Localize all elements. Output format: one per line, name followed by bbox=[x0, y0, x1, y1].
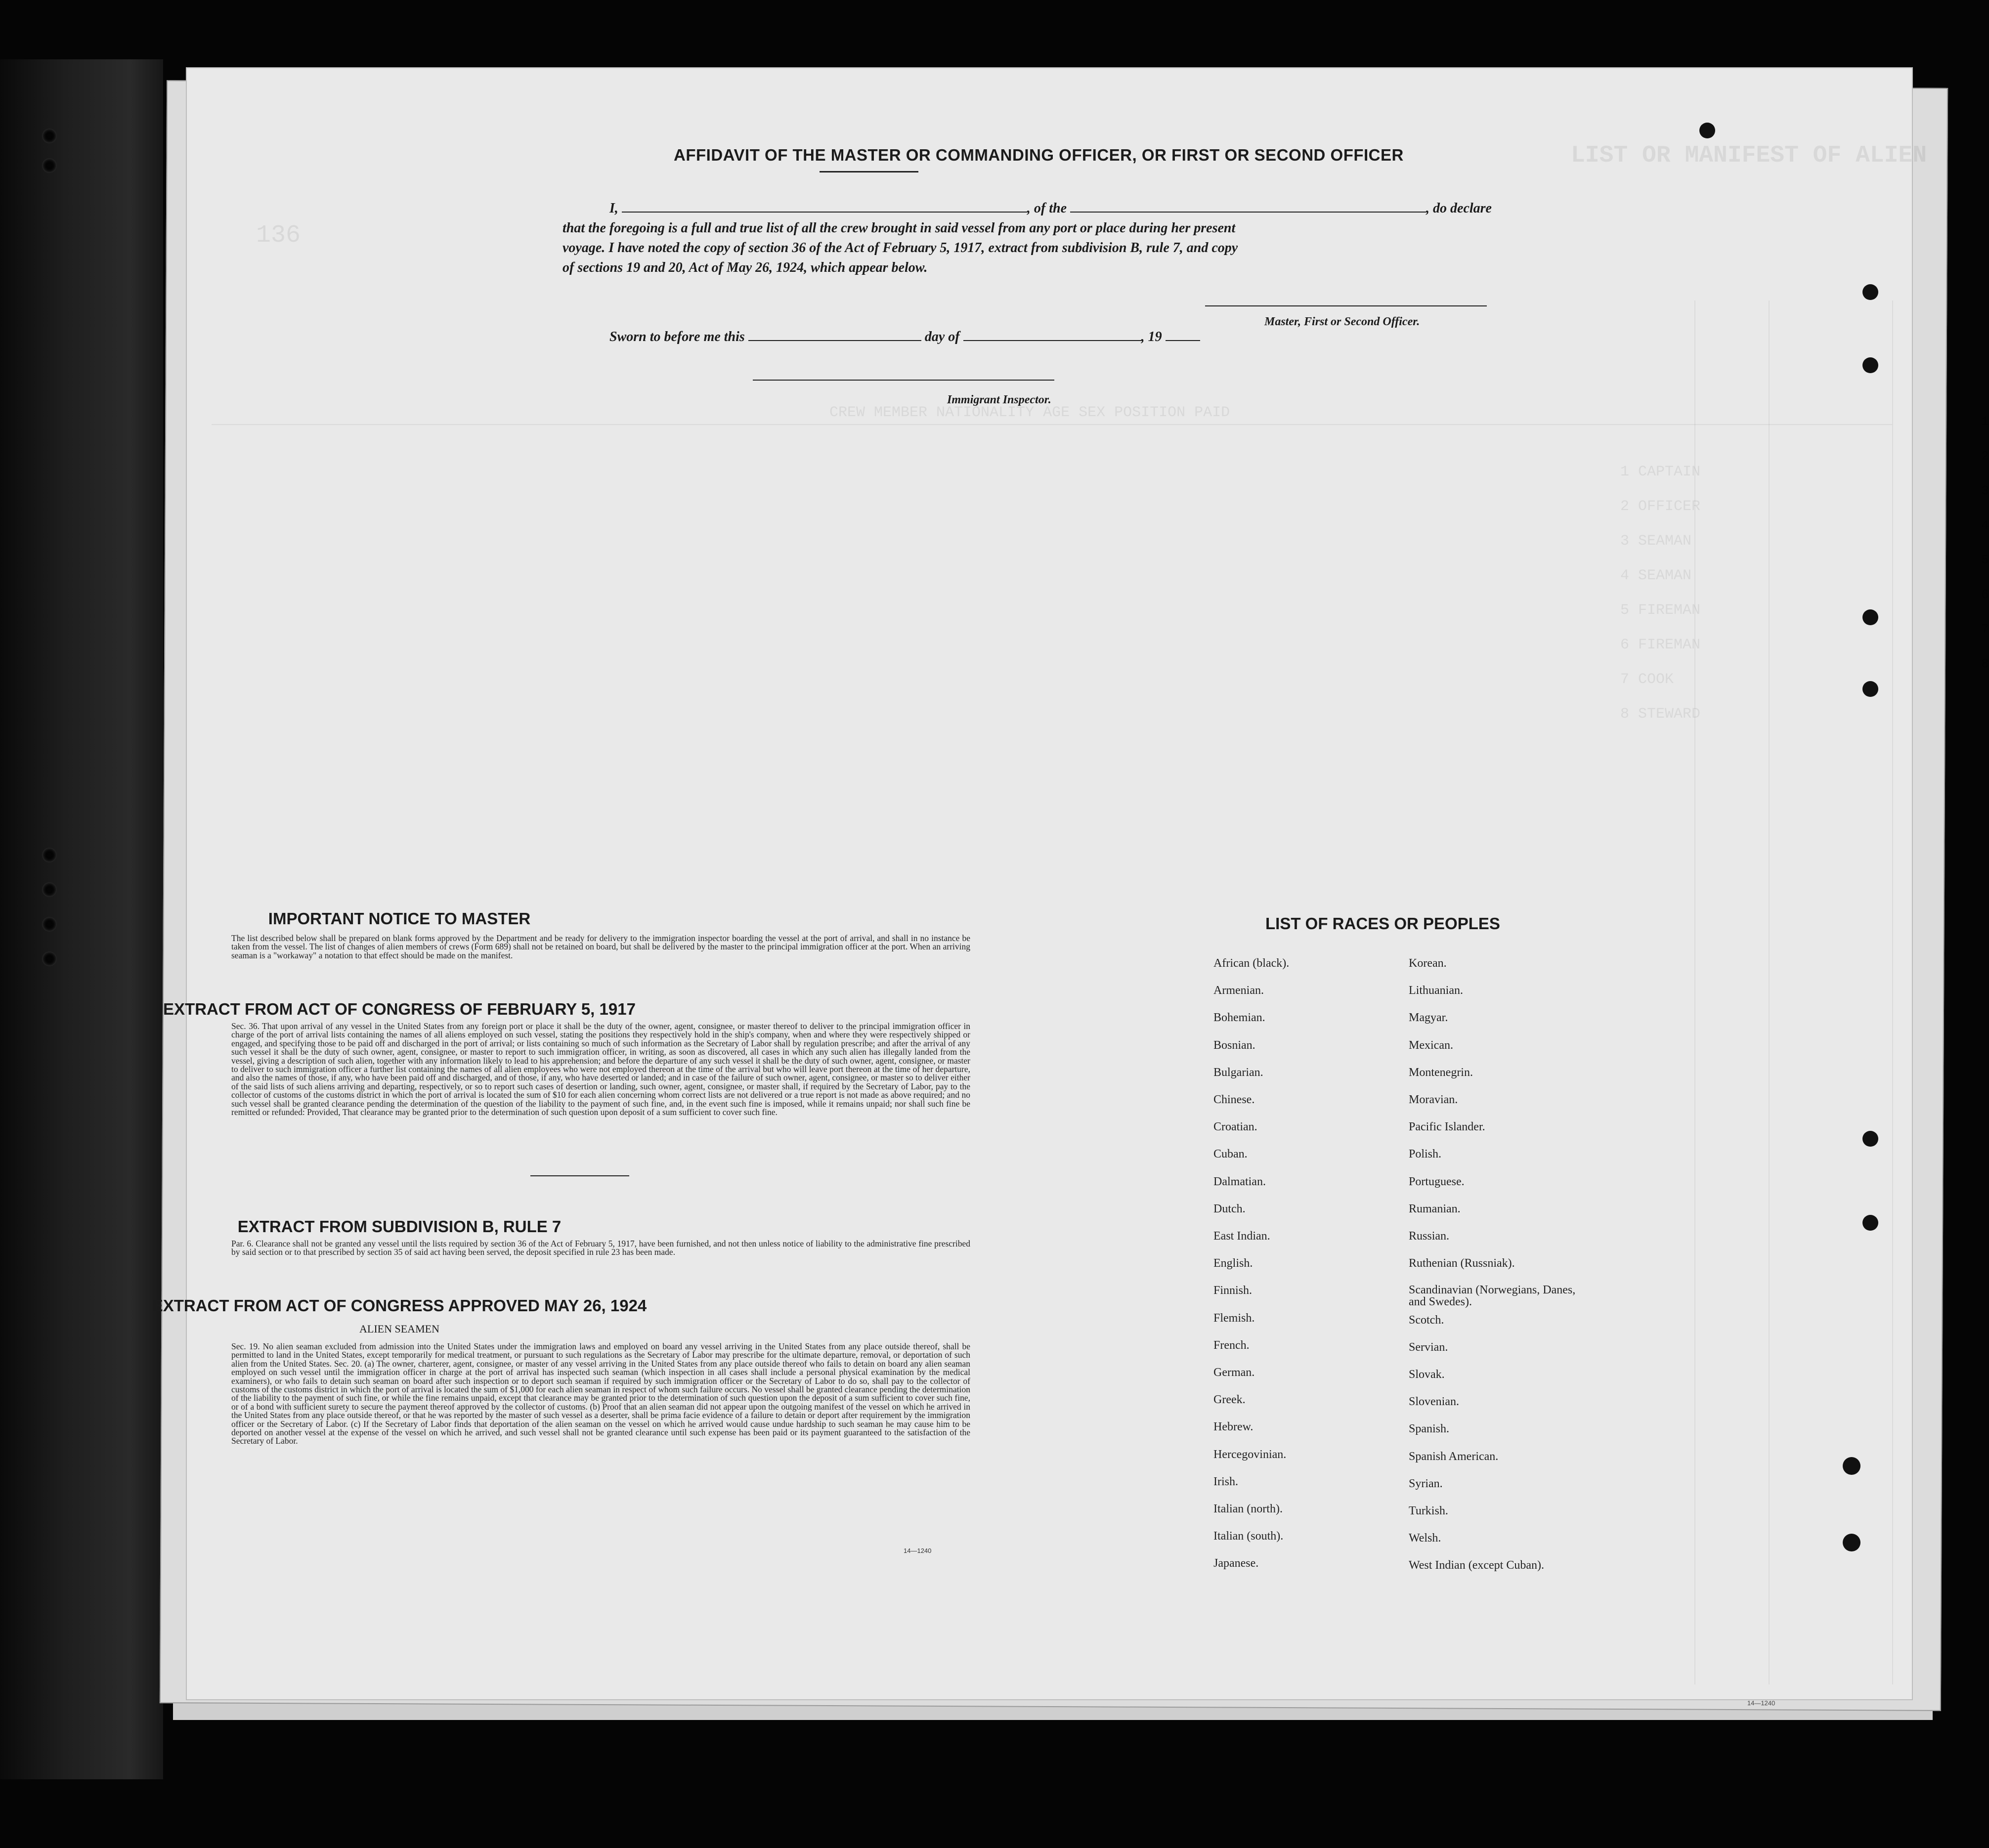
punch-hole bbox=[1862, 609, 1878, 625]
punch-hole bbox=[1699, 123, 1715, 138]
binder-hole bbox=[42, 951, 57, 966]
race-item: Russian. bbox=[1409, 1230, 1450, 1243]
race-item: Bulgarian. bbox=[1213, 1066, 1263, 1079]
sworn-line: Sworn to before me this day of , 19 bbox=[609, 329, 1200, 345]
punch-hole bbox=[1862, 1215, 1878, 1231]
binder-hole bbox=[42, 158, 57, 173]
name-blank[interactable] bbox=[622, 212, 1027, 213]
race-item: Japanese. bbox=[1213, 1557, 1259, 1570]
affidavit-line-4: of sections 19 and 20, Act of May 26, 1924, which appear below. bbox=[562, 260, 928, 275]
race-item: Korean. bbox=[1409, 957, 1447, 970]
race-item: African (black). bbox=[1213, 957, 1290, 970]
document-page: LIST OR MANIFEST OF ALIEN 136 CREW MEMBER NATIONALITY AGE SEX POSITION PAID 1 CAPTAIN 2 OFFICER 3 SEAMAN 4 SEAMAN 5 FIREMAN 6 FIREMAN 7 COOK 8 STEWARD 1 2 3 4 5 6 7 8 AFFIDAVIT OF THE MASTER OR COMMANDING OFFICER, OR FIRST OR SECOND OFFICER I, , of the , do declare that the foregoing is a full and true list of all the crew brought in said vessel from any port or place during her present voyage. I have noted the copy of section 36 of the Act of February 5, 1917, extract from subdivision B, rule 7, and copy of sections 19 and 20, Act of May 26, 1924, which appear below. Master, First or Second Officer. Sworn to before me this day of , 19 Immigrant Inspector. IMPORTANT NOTICE TO MASTER The list described below shall be prepared on blank forms approved by the Department and be ready for delivery to the immigration inspector boarding the vessel at the port of arrival, and shall in no instance be taken from the vessel. The list of changes of alien members of crews (Form 689) shall not be retained on board, but shall be delivered by the master to the principal immigration officer at the port. When an arriving seaman is a "workaway" a notation to that effect should be made on the manifest. EXTRACT FROM ACT OF CONGRESS OF FEBRUARY 5, 1917 Sec. 36. That upon arrival of any vessel in the United States from any foreign port or place it shall be the duty of the owner, agent, consignee, or master thereof to deliver to the principal immigration officer in charge of the port of arrival lists containing the names of all aliens employed on such vessel, stating the positions they respectively hold in the ship's company, when and where they were respectively shipped or engaged, and specifying those to be paid off and discharged in the port of arrival; or lists containing so much of such information as the Secretary of Labor shall by regulation prescribe; and after the arrival of any such vessel it shall be the duty of such owner, agent, consignee, or master to report to such immigration officer, in writing, as soon as discovered, all cases in which any such alien has illegally landed from the vessel, giving a description of such alien, together with any information likely to lead to his apprehension; and before the departure of any such vessel it shall be the duty of such owner, agent, consignee, or master to deliver to such immigration officer a further list containing the names of all alien employees who were not employed thereon at the time of the arrival but who will leave port thereon at the time of her departure, and also the names of those, if any, who have been paid off and discharged, and of those, if any, who have deserted or landed; and in case of the failure of such owner, agent, consignee, or master so to deliver either of the said lists of such aliens arriving and departing, respectively, or so to report such cases of desertion or landing, such owner, agent, consignee, or master shall, if required by the Secretary of Labor, pay to the collector of customs of the customs district in which the port of arrival is located the sum of $10 for each alien concerning whom correct lists are not delivered or a true report is not made as above required; and no such vessel shall be granted clearance pending the determination of the question of the liability to the payment of such fine, and, in the event such fine is imposed, while it remains unpaid; nor shall such fine be remitted or refunded: Provided, That clearance may be granted prior to the determination of such question upon deposit of a sum sufficient to cover such fine. EXTRACT FROM SUBDIVISION B, RULE 7 Par. 6. Clearance shall not be granted any vessel until the lists required by section 36 of the Act of February 5, 1917, have been furnished, and not then unless notice of liability to the administrative fine prescribed by said section or to that prescribed by section 35 of said act having been served, the deposit specified in rule 23 has been made. EXTRACT FROM ACT OF CONGRESS APPROVED MAY 26, 1924 ALIEN SEAMEN Sec. 19. No alien seaman excluded from admission into the United States under the immigration laws and employed on board any vessel arriving in the United States from any place outside thereof, shall be permitted to land in the United States, except temporarily for medical treatment, or pursuant to such regulations as the Secretary of Labor may prescribe for the ultimate departure, removal, or deportation of such alien from the United States. Sec. 20. (a) The owner, charterer, agent, consignee, or master of any vessel arriving in the United States from any place outside thereof who fails to detain on board any alien seaman employed on such vessel until the immigration officer in charge at the port of arrival has inspected such seaman (which inspection in all cases shall include a personal physical examination by the medical examiners), or who fails to detain such seaman on board after such inspection or to deport such seaman if required by such immigration officer or the Secretary of Labor to do so, shall pay to the collector of customs of the customs district in which the port of arrival is located the sum of $1,000 for each alien seaman in respect of whom such failure occurs. No vessel shall be granted clearance pending the determination of the liability to the payment of such fine, or while the fine remains unpaid, except that clearance may be granted prior to the determination of such question upon the deposit of a sum sufficient to cover such fine, or of a bond with sufficient surety to secure the payment thereof approved by the collector of customs. (b) Proof that an alien seaman did not appear upon the outgoing manifest of the vessel on which he arrived in the United States from any place outside thereof, or that he was reported by the master of such vessel as a deserter, shall be prima facie evidence of a failure to detain or deport after requirement by the immigration officer or the Secretary of Labor. (c) If the Secretary of Labor finds that deportation of the alien seaman on the vessel on which he arrived would cause undue hardship to such seaman he may cause him to be deported on another vessel at the expense of the vessel on which he arrived, and such vessel shall not be granted clearance until such expense has been paid or its payment guaranteed to the satisfaction of the Secretary of Labor. 14—1240 LIST OF RACES OR PEOPLES African (black). Armenian. Bohemian. Bosnian. Bulgarian. Chinese. Croatian. Cuban. Dalmatian. Dutch. East Indian. English. Finnish. Flemish. French. German. Greek. Hebrew. Hercegovinian. Irish. Italian (north). Italian (south). Japanese. Korean. Lithuanian. Magyar. Mexican. Montenegrin. Moravian. Pacific Islander. Polish. Portuguese. Rumanian. Russian. Ruthenian (Russniak). Scandinavian (Norwegians, Danes, and Swedes). Scotch. Servian. Slovak. Slovenian. Spanish. Spanish American. Syrian. Turkish. Welsh. West Indian (except Cuban). bbox=[187, 68, 1912, 1699]
race-item: Greek. bbox=[1213, 1393, 1246, 1407]
affidavit-line-3: voyage. I have noted the copy of section 36 of the Act of February 5, 1917, extract from subdivision B, rule 7, and copy bbox=[562, 240, 1238, 256]
master-signature-blank[interactable] bbox=[1205, 305, 1487, 306]
extract-1924-body: Sec. 19. No alien seaman excluded from admission into the United States under the immigration laws and employed on board any vessel arriving in the United States from any place outside thereof, shall be permitted to land in the United States, except temporarily for medical treatment, or pursuant to such regulations as the Secretary of Labor may prescribe for the ultimate departure, removal, or deportation of such alien from the United States. Sec. 20. (a) The owner, charterer, agent, consignee, or master of any vessel arriving in the United States from any place outside thereof who fails to detain on board any alien seaman employed on such vessel until the immigration officer in charge at the port of arrival has inspected such seaman (which inspection in all cases shall include a personal physical examination by the medical examiners), or who fails to detain such seaman on board after such inspection or to deport such seaman if required by such immigration officer or the Secretary of Labor to do so, shall pay to the collector of customs of the customs district in which the port of arrival is located the sum of $1,000 for each alien seaman in respect of whom such failure occurs. No vessel shall be granted clearance pending the determination of the liability to the payment of such fine, or while the fine remains unpaid, except that clearance may be granted prior to the determination of such question upon the deposit of a sum sufficient to cover such fine, or of a bond with sufficient surety to secure the payment thereof approved by the collector of customs. (b) Proof that an alien seaman did not appear upon the outgoing manifest of the vessel on which he arrived in the United States from any place outside thereof, or that he was reported by the master of such vessel as a deserter, shall be prima facie evidence of a failure to detain or deport after requirement by the immigration officer or the Secretary of Labor. (c) If the Secretary of Labor finds that deportation of the alien seaman on the vessel on which he arrived would cause undue hardship to such seaman he may cause him to be deported on another vessel at the expense of the vessel on which he arrived, and such vessel shall not be granted clearance until such expense has been paid or its payment guaranteed to the satisfaction of the Secretary of Labor. bbox=[231, 1341, 970, 1446]
affidavit-line-2: that the foregoing is a full and true list of all the crew brought in said vessel from any port or place during her present bbox=[562, 220, 1236, 236]
binder-hole bbox=[42, 882, 57, 897]
alien-seamen-subtitle: ALIEN SEAMEN bbox=[359, 1323, 439, 1335]
extract-1924-title: EXTRACT FROM ACT OF CONGRESS APPROVED MAY 26, 1924 bbox=[152, 1296, 647, 1315]
race-item: Hebrew. bbox=[1213, 1420, 1254, 1434]
race-item: German. bbox=[1213, 1366, 1255, 1379]
race-item: West Indian (except Cuban). bbox=[1409, 1559, 1544, 1572]
affidavit-line-1: I, , of the , do declare bbox=[609, 201, 1492, 216]
notice-title: IMPORTANT NOTICE TO MASTER bbox=[268, 909, 531, 928]
race-item: Lithuanian. bbox=[1409, 984, 1463, 997]
race-item: Magyar. bbox=[1409, 1011, 1448, 1025]
race-item: Ruthenian (Russniak). bbox=[1409, 1257, 1515, 1270]
race-item: Finnish. bbox=[1213, 1284, 1253, 1297]
race-item: English. bbox=[1213, 1257, 1253, 1270]
race-item: Scandinavian (Norwegians, Danes, and Swedes). bbox=[1409, 1284, 1576, 1309]
punch-hole bbox=[1862, 681, 1878, 697]
race-item: Scotch. bbox=[1409, 1313, 1444, 1327]
race-item: Bosnian. bbox=[1213, 1038, 1255, 1052]
race-item: Dalmatian. bbox=[1213, 1175, 1266, 1188]
race-item: Mexican. bbox=[1409, 1038, 1453, 1052]
race-item: Turkish. bbox=[1409, 1504, 1448, 1517]
inspector-label: Immigrant Inspector. bbox=[947, 393, 1051, 406]
affidavit-title: AFFIDAVIT OF THE MASTER OR COMMANDING OFFICER, OR FIRST OR SECOND OFFICER bbox=[674, 146, 1404, 164]
punch-hole bbox=[1843, 1457, 1860, 1475]
race-item: Servian. bbox=[1409, 1340, 1448, 1354]
punch-hole bbox=[1843, 1534, 1860, 1551]
race-item: Italian (north). bbox=[1213, 1503, 1283, 1515]
punch-hole bbox=[1862, 357, 1878, 373]
master-label: Master, First or Second Officer. bbox=[1264, 315, 1420, 328]
race-item: Flemish. bbox=[1213, 1311, 1255, 1325]
race-item: Croatian. bbox=[1213, 1120, 1257, 1134]
race-item: Pacific Islander. bbox=[1409, 1120, 1485, 1134]
inspector-signature-blank[interactable] bbox=[753, 380, 1054, 381]
section-divider bbox=[530, 1175, 629, 1176]
binder-hole bbox=[42, 129, 57, 143]
form-number: 14—1240 bbox=[904, 1547, 932, 1554]
sworn-month-blank[interactable] bbox=[963, 340, 1141, 341]
race-item: Chinese. bbox=[1213, 1093, 1255, 1106]
punch-hole bbox=[1862, 1131, 1878, 1147]
sworn-year-blank[interactable] bbox=[1166, 340, 1200, 341]
binder-hole bbox=[42, 848, 57, 862]
race-item: Polish. bbox=[1409, 1148, 1442, 1161]
back-page-form-number: 14—1240 bbox=[1747, 1699, 1775, 1707]
extract-1917-title: EXTRACT FROM ACT OF CONGRESS OF FEBRUARY 5, 1917 bbox=[163, 1000, 636, 1018]
race-item: Hercegovinian. bbox=[1213, 1448, 1287, 1461]
race-item: Spanish American. bbox=[1409, 1450, 1499, 1463]
vessel-blank[interactable] bbox=[1070, 212, 1426, 213]
notice-body: The list described below shall be prepared on blank forms approved by the Department and be ready for delivery to the immigration inspector boarding the vessel at the port of arrival, and shall in no instance be taken from the vessel. The list of changes of alien members of crews (Form 689) shall not be retained on board, but shall be delivered by the master to the principal immigration officer at the port. When an arriving seaman is a "workaway" a notation to that effect should be made on the manifest. bbox=[231, 933, 970, 960]
races-title: LIST OF RACES OR PEOPLES bbox=[1265, 914, 1500, 933]
race-item: Slovak. bbox=[1409, 1368, 1445, 1381]
race-item: Welsh. bbox=[1409, 1532, 1441, 1545]
race-item: Montenegrin. bbox=[1409, 1066, 1473, 1079]
extract-1917-body: Sec. 36. That upon arrival of any vessel in the United States from any foreign port or place it shall be the duty of the owner, agent, consignee, or master thereof to deliver to the principal immigration officer in charge of the port of arrival lists containing the names of all aliens employed on such vessel, stating the positions they respectively hold in the ship's company, when and where they were respectively shipped or engaged, and specifying those to be paid off and discharged in the port of arrival; or lists containing so much of such information as the Secretary of Labor shall by regulation prescribe; and after the arrival of any such vessel it shall be the duty of such owner, agent, consignee, or master to report to such immigration officer, in writing, as soon as discovered, all cases in which any such alien has illegally landed from the vessel, giving a description of such alien, together with any information likely to lead to his apprehension; and before the departure of any such vessel it shall be the duty of such owner, agent, consignee, or master to deliver to such immigration officer a further list containing the names of all alien employees who were not employed thereon at the time of the arrival but who will leave port thereon at the time of her departure, and also the names of those, if any, who have been paid off and discharged, and of those, if any, who have deserted or landed; and in case of the failure of such owner, agent, consignee, or master so to deliver either of the said lists of such aliens arriving and departing, respectively, or so to report such cases of desertion or landing, such owner, agent, consignee, or master shall, if required by the Secretary of Labor, pay to the collector of customs of the customs district in which the port of arrival is located the sum of $10 for each alien concerning whom correct lists are not delivered or a true report is not made as above required; and no such vessel shall be granted clearance pending the determination of the question of the liability to the payment of such fine, and, in the event such fine is imposed, while it remains unpaid; nor shall such fine be remitted or refunded: Provided, That clearance may be granted prior to the determination of such question upon deposit of a sum sufficient to cover such fine. bbox=[231, 1021, 970, 1117]
punch-hole bbox=[1862, 284, 1878, 300]
race-item: Bohemian. bbox=[1213, 1011, 1265, 1025]
race-item: East Indian. bbox=[1213, 1230, 1270, 1243]
race-item: Slovenian. bbox=[1409, 1395, 1459, 1409]
race-item: Portuguese. bbox=[1409, 1175, 1465, 1188]
race-item: Armenian. bbox=[1213, 984, 1264, 997]
race-item: Syrian. bbox=[1409, 1477, 1443, 1490]
rule7-body: Par. 6. Clearance shall not be granted any vessel until the lists required by section 36 of the Act of February 5, 1917, have been furnished, and not then unless notice of liability to the administrative fine prescribed by said section or to that prescribed by section 35 of said act having been served, the deposit specified in rule 23 has been made. bbox=[231, 1239, 970, 1257]
race-item: French. bbox=[1213, 1338, 1250, 1352]
race-item: Dutch. bbox=[1213, 1202, 1246, 1215]
race-item: Irish. bbox=[1213, 1475, 1238, 1488]
rule7-title: EXTRACT FROM SUBDIVISION B, RULE 7 bbox=[237, 1217, 562, 1236]
race-item: Cuban. bbox=[1213, 1148, 1248, 1161]
race-item: Spanish. bbox=[1409, 1422, 1450, 1436]
sworn-date-blank[interactable] bbox=[748, 340, 921, 341]
race-item: Rumanian. bbox=[1409, 1202, 1461, 1215]
race-item: Moravian. bbox=[1409, 1093, 1458, 1106]
title-underline bbox=[820, 171, 918, 172]
race-item: Italian (south). bbox=[1213, 1530, 1284, 1543]
